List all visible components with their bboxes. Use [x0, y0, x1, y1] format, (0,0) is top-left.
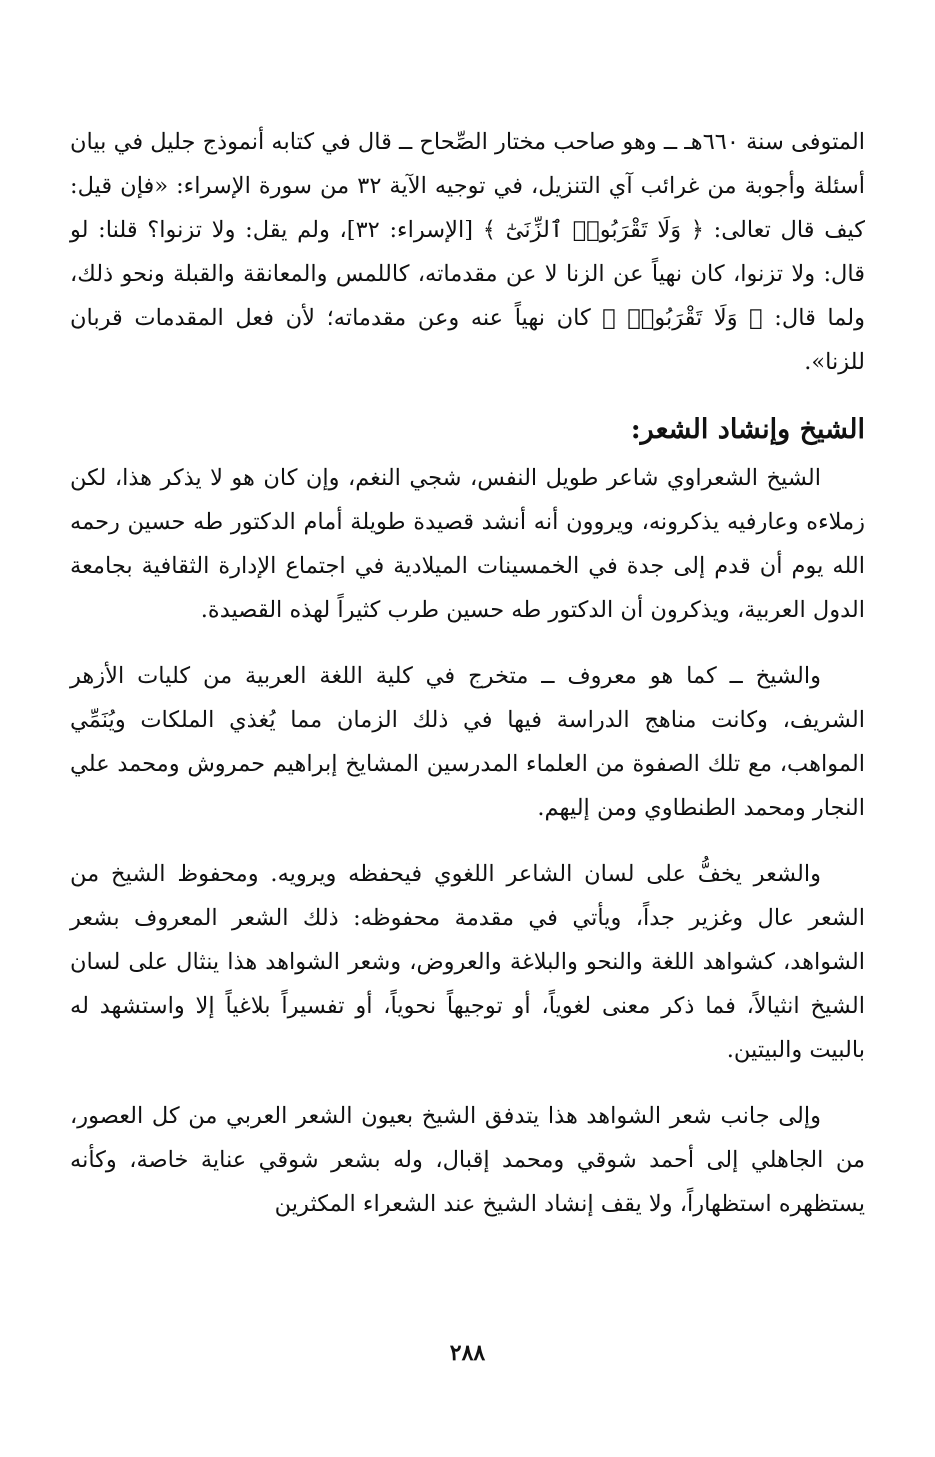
opening-paragraph: المتوفى سنة ٦٦٠هـ ــ وهو صاحب مختار الصِّحاح ــ قال في كتابه أنموذج جليل في بيان أسئلة وأجوبة من غرائب آي التنزيل، في توجيه الآية ٣٢ من سورة الإسراء: «فإن قيل: كيف قال تعالى: ﴿ وَلَا تَقْرَبُوا۟ ٱلزِّنَىٰٓ ﴾ [الإسراء: ٣٢]، ولم يقل: ولا تزنوا؟ قلنا: لو قال: ولا تزنوا، كان نهياً عن الزنا لا عن مقدماته، كاللمس والمعانقة والقبلة ونحو ذلك، ولما قال: ﴿ وَلَا تَقْرَبُوا۟ ﴾ كان نهياً عنه وعن مقدماته؛ لأن فعل المقدمات قربان للزنا».: [69, 129, 865, 375]
paragraph-2: والشيخ ــ كما هو معروف ــ متخرج في كلية اللغة العربية من كليات الأزهر الشريف، وكانت مناهج الدراسة فيها في ذلك الزمان مما يُغذي الملكات ويُنَمِّي المواهب، مع تلك الصفوة من العلماء المدرسين المشايخ إبراهيم حمروش ومحمد علي النجار ومحمد الطنطاوي ومن إليهم.: [70, 663, 865, 821]
paragraph-4: وإلى جانب شعر الشواهد هذا يتدفق الشيخ بعيون الشعر العربي من كل العصور، من الجاهلي إلى أحمد شوقي ومحمد إقبال، وله بشعر شوقي عناية خاصة، وكأنه يستظهره استظهاراً، ولا يقف إنشاد الشيخ عند الشعراء المكثرين: [70, 1103, 865, 1217]
page-body: [70, 120, 865, 1226]
paragraph-1: الشيخ الشعراوي شاعر طويل النفس، شجي النغم، وإن كان هو لا يذكر هذا، لكن زملاءه وعارفيه يذكرونه، ويروون أنه أنشد قصيدة طويلة أمام الدكتور طه حسين رحمه الله يوم أن قدم إلى جدة في الخمسينات الميلادية في اجتماع الإدارة الثقافية بجامعة الدول العربية، ويذكرون أن الدكتور طه حسين طرب كثيراً لهذه القصيدة.: [70, 465, 865, 623]
page-number: ٢٨٨: [449, 1340, 486, 1366]
section-heading: الشيخ وإنشاد الشعر:: [630, 414, 865, 445]
paragraph-3: والشعر يخفُّ على لسان الشاعر اللغوي فيحفظه ويرويه. ومحفوظ الشيخ من الشعر عال وغزير جداً، ويأتي في مقدمة محفوظه: ذلك الشعر المعروف بشعر الشواهد، كشواهد اللغة والنحو والبلاغة والعروض، وشعر الشواهد هذا ينثال على لسان الشيخ انثيالاً، فما ذكر معنى لغوياً، أو توجيهاً نحوياً، أو تفسيراً بلاغياً إلا واستشهد له بالبيت والبيتين.: [70, 861, 865, 1063]
paragraph-spacer: [70, 830, 865, 852]
paragraph-spacer: [70, 1072, 865, 1094]
paragraph-spacer: [70, 632, 865, 654]
